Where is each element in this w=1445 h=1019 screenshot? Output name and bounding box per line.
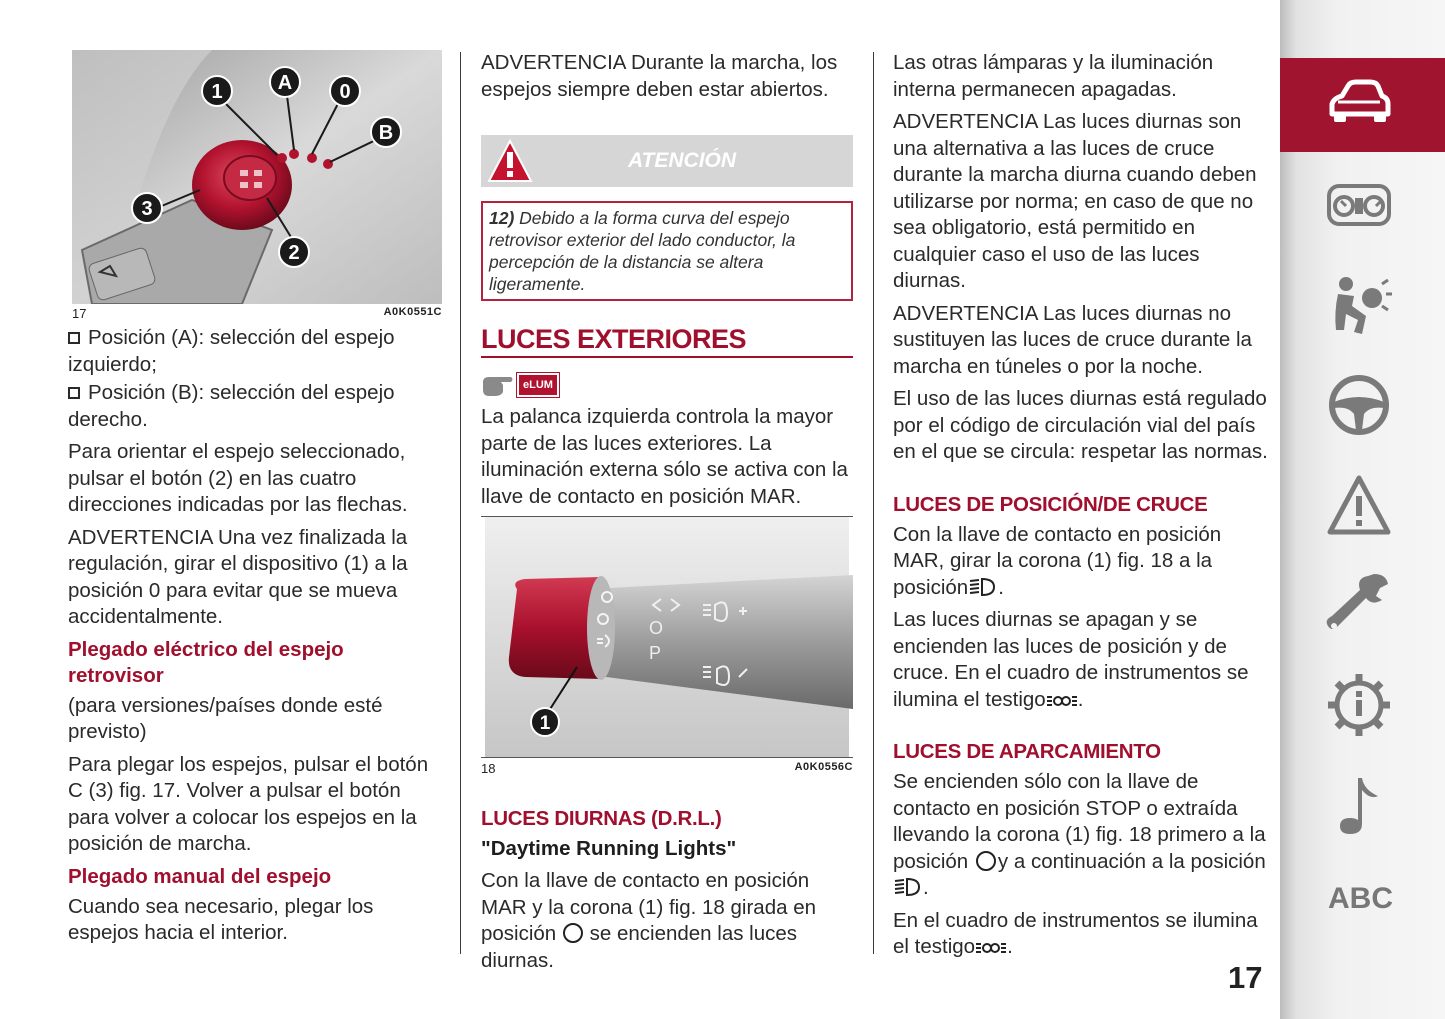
position-lights-indicator-icon bbox=[1046, 692, 1078, 710]
technical-data-gear-icon[interactable] bbox=[1324, 670, 1394, 740]
fig17-callout-0: 0 bbox=[339, 81, 351, 103]
column-2 bbox=[481, 50, 853, 980]
lever-label-P: P bbox=[649, 643, 662, 663]
paragraph: Para orientar el espejo seleccionado, pulsar el botón (2) en las cuatro direcciones indicadas por las flechas. bbox=[68, 440, 408, 516]
pointing-hand-icon bbox=[481, 372, 515, 398]
section-title: LUCES EXTERIORES bbox=[481, 323, 853, 358]
section-heading: LUCES DE APARCAMIENTO bbox=[893, 740, 1161, 763]
bullet-item: Posición (B): selección del espejo derecho. bbox=[68, 381, 395, 431]
column-3 bbox=[893, 50, 1268, 967]
checkbox-bullet-icon bbox=[68, 332, 80, 344]
circle-position-icon bbox=[562, 922, 584, 944]
figure-code: A0K0551C bbox=[383, 306, 442, 318]
paragraph: ADVERTENCIA Durante la marcha, los espejos siempre deben estar abiertos. bbox=[481, 51, 838, 101]
figure-18 bbox=[481, 516, 853, 776]
bullet-item: Posición (A): selección del espejo izquierdo; bbox=[68, 326, 395, 376]
steering-wheel-icon[interactable] bbox=[1324, 370, 1394, 440]
paragraph: Para plegar los espejos, pulsar el botón C (3) fig. 17. Volver a pulsar el botón para volver a colocar los espejos en la posición de marcha. bbox=[68, 752, 429, 855]
position-lights-indicator-icon bbox=[975, 939, 1007, 957]
figure-number: 18 bbox=[481, 761, 496, 776]
dashboard-instruments-icon[interactable] bbox=[1324, 172, 1394, 242]
warning-triangle-icon bbox=[487, 139, 533, 183]
paragraph: ADVERTENCIA Las luces diurnas no sustituyen las luces de cruce durante la marcha en túneles o por la noche. bbox=[893, 301, 1252, 378]
paragraph: Las luces diurnas se apagan y se encienden las luces de posición y de cruce. En el cuadro de instrumentos se ilumina el testigo . bbox=[893, 608, 1249, 711]
subheading: Plegado manual del espejo bbox=[68, 864, 332, 888]
fig17-callout-2: 2 bbox=[288, 242, 300, 264]
paragraph: En el cuadro de instrumentos se ilumina el testigo . bbox=[893, 908, 1258, 958]
checkbox-bullet-icon bbox=[68, 387, 80, 399]
section-heading: LUCES DIURNAS (D.R.L.) bbox=[481, 807, 722, 830]
paragraph: Cuando sea necesario, plegar los espejos hacia el interior. bbox=[68, 894, 374, 944]
quote-heading: "Daytime Running Lights" bbox=[481, 837, 737, 860]
figure-17-caption bbox=[72, 306, 442, 321]
fig17-callout-3: 3 bbox=[141, 198, 153, 220]
paragraph: Con la llave de contacto en posición MAR y la corona (1) fig. 18 girada en posición se encienden las luces diurnas. bbox=[481, 869, 816, 972]
wrench-icon[interactable] bbox=[1324, 570, 1394, 640]
elum-badge: eLUM bbox=[517, 373, 559, 397]
fig17-callout-B: B bbox=[378, 122, 394, 144]
paragraph: La palanca izquierda controla la mayor parte de las luces exteriores. La iluminación externa sólo se activa con la llave de contacto en posición MAR. bbox=[481, 405, 848, 508]
paragraph: Con la llave de contacto en posición MAR, girar la corona (1) fig. 18 a la posición . bbox=[893, 522, 1222, 599]
column-divider bbox=[460, 52, 461, 954]
tab-abc-index[interactable]: ABC bbox=[1328, 882, 1393, 915]
figure-17 bbox=[68, 50, 442, 321]
low-beam-icon bbox=[893, 876, 923, 898]
attention-box bbox=[481, 135, 853, 301]
paragraph: ADVERTENCIA Las luces diurnas son una alternativa a las luces de cruce durante la marcha diurna cuando deben utilizarse por norma; en caso de que no sea obligatorio, está permitido en cualquier caso el uso de las luces diurnas. bbox=[893, 110, 1257, 292]
attention-title: ATENCIÓN bbox=[627, 149, 737, 172]
figure-number: 17 bbox=[72, 306, 87, 321]
column-1 bbox=[68, 50, 442, 953]
tab-car-active[interactable] bbox=[1280, 58, 1445, 152]
page-number: 17 bbox=[1228, 960, 1263, 995]
elum-reference bbox=[481, 368, 853, 402]
paragraph: Se encienden sólo con la llave de contacto en posición STOP o extraída llevando la corona (1) fig. 18 primero a la posición y a continuación a la posición . bbox=[893, 770, 1266, 899]
fig17-callout-A: A bbox=[277, 72, 293, 94]
figure-18-caption bbox=[481, 757, 853, 776]
column-divider bbox=[873, 52, 874, 954]
subheading: Plegado eléctrico del espejo retrovisor bbox=[68, 637, 344, 687]
figure-code: A0K0556C bbox=[794, 761, 853, 773]
attention-bar bbox=[481, 135, 853, 187]
low-beam-icon bbox=[968, 576, 998, 598]
mirror-control-illustration bbox=[72, 50, 442, 304]
airbag-safety-icon[interactable] bbox=[1324, 272, 1394, 342]
warning-triangle-icon[interactable] bbox=[1324, 472, 1394, 542]
circle-position-icon bbox=[974, 850, 998, 872]
paragraph: El uso de las luces diurnas está regulado por el código de circulación vial del país en el que se circula: respetar las normas. bbox=[893, 387, 1268, 463]
music-note-icon[interactable] bbox=[1324, 770, 1394, 840]
section-heading: LUCES DE POSICIÓN/DE CRUCE bbox=[893, 492, 1208, 516]
fig18-callout-1: 1 bbox=[539, 713, 551, 734]
chapter-tabs bbox=[1280, 0, 1445, 1019]
fig17-callout-1: 1 bbox=[211, 81, 223, 103]
paragraph: ADVERTENCIA Una vez finalizada la regulación, girar el dispositivo (1) a la posición 0 para evitar que se mueva accidentalmente. bbox=[68, 525, 408, 628]
attention-text: 12) Debido a la forma curva del espejo retrovisor exterior del lado conductor, la percepción de la distancia se altera ligeramente. bbox=[481, 201, 853, 301]
car-icon bbox=[1324, 70, 1394, 140]
lever-label-O: O bbox=[649, 618, 664, 638]
light-lever-illustration bbox=[481, 517, 853, 757]
paragraph: (para versiones/países donde esté previsto) bbox=[68, 693, 383, 743]
paragraph: Las otras lámparas y la iluminación interna permanecen apagadas. bbox=[893, 51, 1214, 101]
